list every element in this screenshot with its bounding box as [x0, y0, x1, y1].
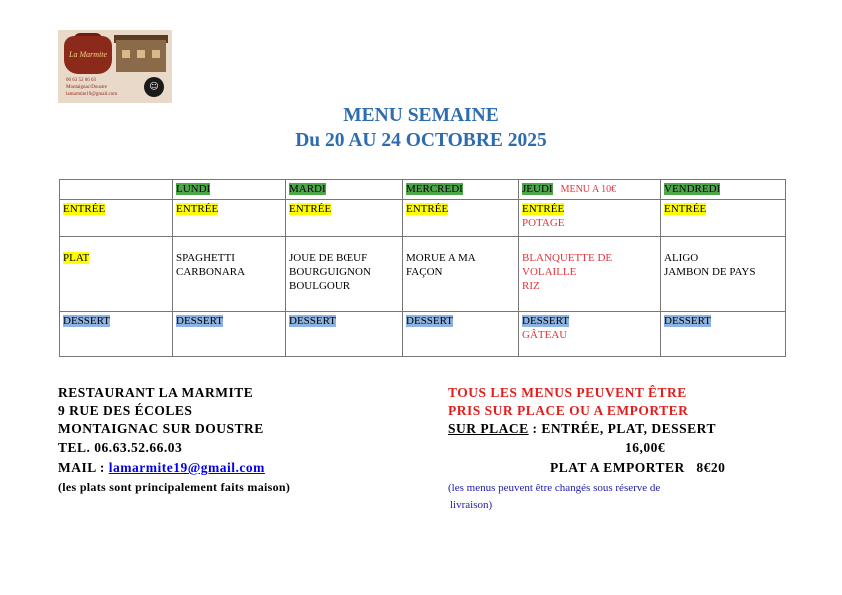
entree-jeudi: ENTRÉE POTAGE — [519, 200, 661, 237]
window-shape — [137, 50, 145, 58]
plat-jeudi — [519, 237, 661, 312]
menu-10-note: MENU A 10€ — [560, 184, 617, 195]
logo-town: Montaignac/Doustre — [66, 85, 108, 90]
sur-place-label: SUR PLACE — [448, 421, 529, 436]
dessert-jeudi: DESSERT GÂTEAU — [519, 312, 661, 357]
dessert-row — [60, 312, 786, 357]
dessert-jeudi-dish: GÂTEAU — [522, 329, 568, 341]
dish-line: JAMBON DE PAYS — [664, 266, 756, 278]
dish-line: ALIGO — [664, 252, 699, 264]
badge-icon: ☺ — [144, 77, 164, 97]
corner-cell — [60, 180, 173, 200]
dessert-mercredi: DESSERT — [403, 312, 519, 357]
window-shape — [122, 50, 130, 58]
row-label-dessert: DESSERT — [60, 312, 173, 357]
plat-mercredi — [403, 237, 519, 312]
row-label-entree: ENTRÉE — [60, 200, 173, 237]
offer-line-2: PRIS SUR PLACE OU A EMPORTER — [448, 403, 689, 418]
row-label-plat: PLAT — [60, 237, 173, 312]
dessert-vendredi: DESSERT — [661, 312, 786, 357]
dish-line: BOULGOUR — [289, 280, 351, 292]
entree-mercredi: ENTRÉE — [403, 200, 519, 237]
plat-lundi — [173, 237, 286, 312]
page-subtitle: Du 20 AU 24 OCTOBRE 2025 — [295, 130, 547, 151]
entree-row — [60, 200, 786, 237]
mail-label: MAIL : — [58, 460, 109, 475]
change-note-1: (les menus peuvent être changés sous réserve de — [448, 482, 661, 494]
page-title: MENU SEMAINE — [343, 105, 499, 126]
entree-jeudi-dish: POTAGE — [522, 217, 565, 229]
homemade-note: (les plats sont principalement faits maison) — [58, 480, 291, 494]
dish-line: MORUE A MA — [406, 252, 476, 264]
sur-place-rest: : ENTRÉE, PLAT, DESSERT — [528, 421, 716, 436]
plat-mardi — [286, 237, 403, 312]
window-shape — [152, 50, 160, 58]
entree-vendredi: ENTRÉE — [661, 200, 786, 237]
sur-place-line — [448, 420, 716, 439]
header-row — [60, 180, 786, 200]
entree-lundi: ENTRÉE — [173, 200, 286, 237]
emporter-price: PLAT A EMPORTER 8€20 — [550, 460, 726, 475]
dish-line: RIZ — [522, 280, 540, 292]
restaurant-street: 9 RUE DES ÉCOLES — [58, 403, 193, 418]
dish-line: CARBONARA — [176, 266, 246, 278]
day-header-mercredi: MERCREDI — [403, 180, 519, 200]
dish-line: BOURGUIGNON — [289, 266, 371, 278]
dessert-mardi: DESSERT — [286, 312, 403, 357]
menu-table — [59, 179, 786, 357]
plat-row — [60, 237, 786, 312]
entree-mardi: ENTRÉE — [286, 200, 403, 237]
restaurant-city: MONTAIGNAC SUR DOUSTRE — [58, 421, 264, 436]
offer-line-1: TOUS LES MENUS PEUVENT ÊTRE — [448, 385, 687, 400]
dish-line: SPAGHETTI — [176, 252, 235, 264]
dish-line: FAÇON — [406, 266, 443, 278]
day-header-vendredi: VENDREDI — [661, 180, 786, 200]
logo-email: lamarmite19@gmail.com — [66, 92, 118, 97]
dish-line: BLANQUETTE DE — [522, 252, 613, 264]
day-header-mardi: MARDI — [286, 180, 403, 200]
plat-vendredi — [661, 237, 786, 312]
change-note-2: livraison) — [450, 499, 493, 511]
dish-line: JOUE DE BŒUF — [289, 252, 368, 264]
restaurant-mail — [58, 459, 265, 478]
day-header-lundi: LUNDI — [173, 180, 286, 200]
restaurant-logo — [58, 30, 172, 103]
sur-place-price: 16,00€ — [625, 440, 666, 455]
restaurant-phone: TEL. 06.63.52.66.03 — [58, 440, 183, 455]
logo-phone: 06 63 52 66 03 — [66, 78, 96, 83]
dish-line: VOLAILLE — [522, 266, 577, 278]
dessert-lundi: DESSERT — [173, 312, 286, 357]
logo-name: La Marmite — [69, 50, 107, 59]
restaurant-name: RESTAURANT LA MARMITE — [58, 385, 254, 400]
day-header-jeudi: JEUDI MENU A 10€ — [519, 180, 661, 200]
email-link[interactable]: lamarmite19@gmail.com — [108, 460, 265, 475]
